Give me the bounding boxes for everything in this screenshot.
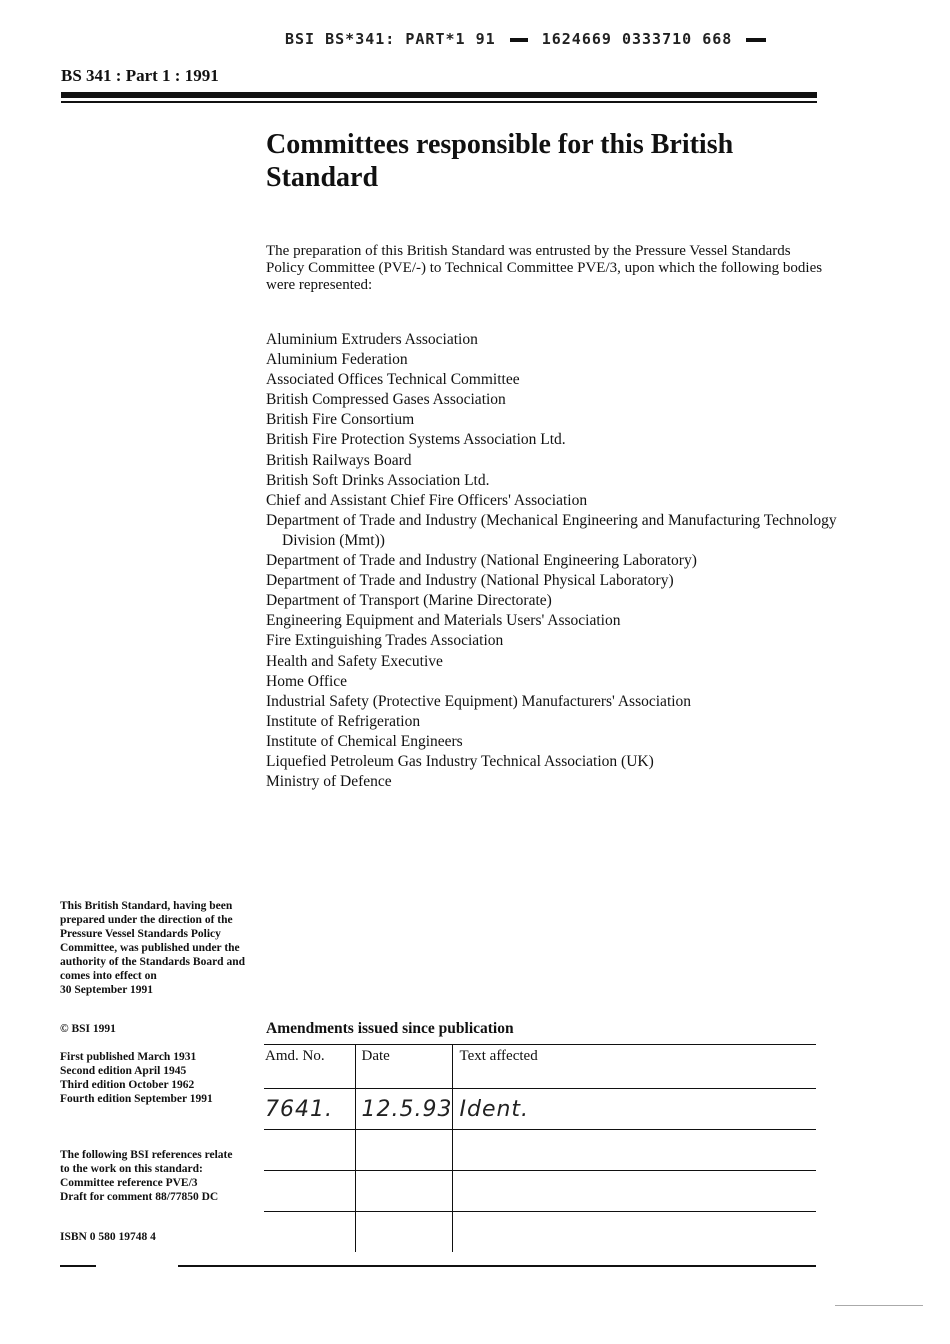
scan-header-text: BSI BS*341: PART*1 91 xyxy=(285,30,496,48)
scan-mark xyxy=(510,38,528,42)
list-item: Department of Trade and Industry (National Physical Laboratory) xyxy=(266,572,674,590)
list-item: British Fire Consortium xyxy=(266,411,415,429)
column-header: Text affected xyxy=(453,1045,816,1089)
page-title: Committees responsible for this British Standard xyxy=(266,129,734,193)
represented-bodies-list xyxy=(266,330,866,792)
list-item: Institute of Chemical Engineers xyxy=(266,732,463,750)
table-cell xyxy=(355,1212,453,1253)
edition-line: Third edition October 1962 xyxy=(60,1079,195,1091)
footer-rule xyxy=(178,1265,816,1267)
column-header: Date xyxy=(355,1045,453,1089)
list-item: Institute of Refrigeration xyxy=(266,712,421,730)
document-reference: BS 341 : Part 1 : 1991 xyxy=(61,66,219,85)
list-item: Aluminium Extruders Association xyxy=(266,331,478,348)
committee-reference: Committee reference PVE/3 xyxy=(60,1177,198,1189)
list-item: Department of Trade and Industry (Mechanical Engineering and Manufacturing Technology Division (Mmt)) xyxy=(266,511,837,549)
bsi-references xyxy=(60,1148,235,1204)
authority-note xyxy=(60,899,250,997)
handwritten-text-affected: Ident. xyxy=(453,1089,816,1130)
list-item: Engineering Equipment and Materials Users' Association xyxy=(266,612,621,630)
table-cell xyxy=(355,1130,453,1171)
list-item: Department of Trade and Industry (National Engineering Laboratory) xyxy=(266,552,697,570)
scan-header xyxy=(285,30,770,48)
authority-text: This British Standard, having been prepared under the direction of the Pressure Vessel Standards Policy Committee, was published under the authority of the Standards Board and comes into effect on xyxy=(60,900,245,982)
copyright-note: © BSI 1991 xyxy=(60,1023,116,1035)
table-header-row xyxy=(264,1045,816,1089)
column-header: Amd. No. xyxy=(264,1045,355,1089)
scan-header-codes: 1624669 0333710 668 xyxy=(541,30,733,48)
handwritten-amd-no: 7641. xyxy=(264,1089,355,1130)
draft-reference: Draft for comment 88/77850 DC xyxy=(60,1191,219,1203)
table-cell xyxy=(264,1130,355,1171)
amendments-title: Amendments issued since publication xyxy=(266,1020,514,1037)
references-intro: The following BSI references relate to the work on this standard: xyxy=(60,1149,233,1175)
table-row xyxy=(264,1089,816,1130)
edition-line: Second edition April 1945 xyxy=(60,1065,187,1077)
table-cell xyxy=(453,1171,816,1212)
intro-paragraph: The preparation of this British Standard was entrusted by the Pressure Vessel Standards Policy Committee (PVE/-) to Technical Committee PVE/3, upon which the following bodies were represented: xyxy=(266,243,823,293)
list-item: Home Office xyxy=(266,672,348,690)
list-item: Associated Offices Technical Committee xyxy=(266,371,520,389)
list-item: Aluminium Federation xyxy=(266,351,408,369)
table-cell xyxy=(453,1130,816,1171)
scan-artifact-rule xyxy=(835,1305,923,1306)
table-cell xyxy=(264,1171,355,1212)
table-row xyxy=(264,1171,816,1212)
amendments-table xyxy=(264,1044,816,1252)
isbn: ISBN 0 580 19748 4 xyxy=(60,1231,156,1243)
header-rule-thick xyxy=(61,92,817,98)
list-item: Industrial Safety (Protective Equipment) Manufacturers' Association xyxy=(266,692,692,710)
edition-line: Fourth edition September 1991 xyxy=(60,1093,213,1105)
list-item: Chief and Assistant Chief Fire Officers' Association xyxy=(266,491,588,509)
list-item: British Railways Board xyxy=(266,451,412,469)
footer-rule-left xyxy=(60,1265,96,1267)
list-item: Fire Extinguishing Trades Association xyxy=(266,632,504,650)
table-cell xyxy=(355,1171,453,1212)
table-row xyxy=(264,1212,816,1253)
list-item: British Soft Drinks Association Ltd. xyxy=(266,471,490,489)
edition-line: First published March 1931 xyxy=(60,1051,197,1063)
handwritten-date: 12.5.93 xyxy=(355,1089,453,1130)
edition-history xyxy=(60,1050,260,1106)
effective-date: 30 September 1991 xyxy=(60,984,154,996)
table-row xyxy=(264,1130,816,1171)
list-item: Health and Safety Executive xyxy=(266,652,443,670)
header-rule-thin xyxy=(61,101,817,103)
list-item: British Fire Protection Systems Association Ltd. xyxy=(266,431,566,449)
list-item: Ministry of Defence xyxy=(266,773,392,791)
list-item: Department of Transport (Marine Directorate) xyxy=(266,592,552,610)
table-cell xyxy=(264,1212,355,1253)
table-cell xyxy=(453,1212,816,1253)
list-item: Liquefied Petroleum Gas Industry Technical Association (UK) xyxy=(266,752,654,770)
scan-mark xyxy=(746,38,766,42)
list-item: British Compressed Gases Association xyxy=(266,391,506,409)
